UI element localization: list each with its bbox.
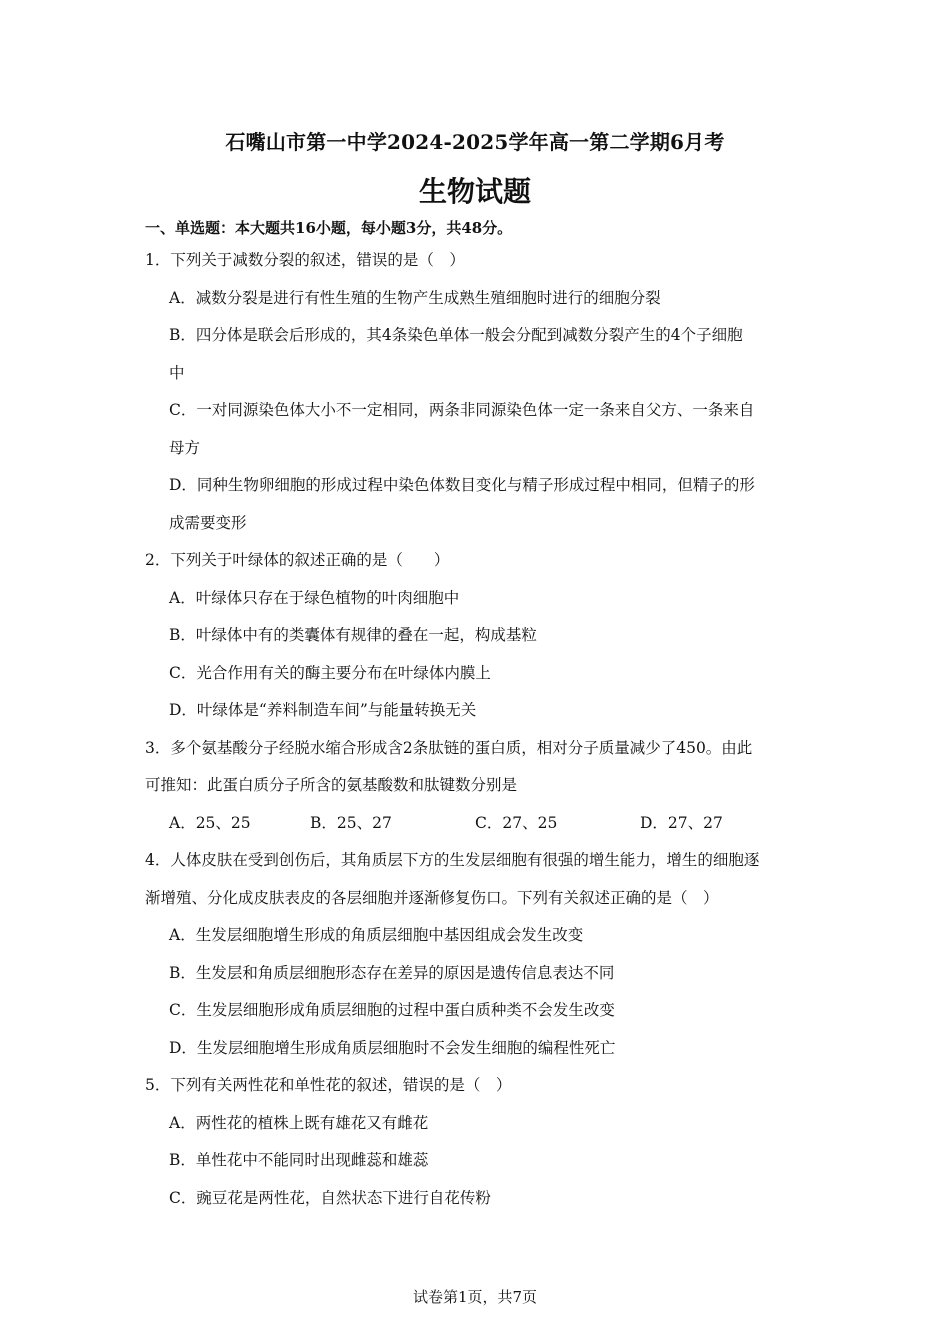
subject-title: 生物试题 xyxy=(418,175,531,208)
option-line: D．同种生物卵细胞的形成过程中染色体数目变化与精子形成过程中相同，但精子的形 xyxy=(169,476,755,494)
option-B: B．25、27 xyxy=(310,813,392,832)
option-D xyxy=(145,467,810,542)
question-stem-line: 1．下列关于减数分裂的叙述，错误的是（ ） xyxy=(145,251,465,269)
option-line: A．减数分裂是进行有性生殖的生物产生成熟生殖细胞时进行的细胞分裂 xyxy=(169,288,661,307)
option-line: B．单性花中不能同时出现雌蕊和雄蕊 xyxy=(169,1151,429,1169)
question-list xyxy=(145,242,810,1217)
option-line: C．光合作用有关的酶主要分布在叶绿体内膜上 xyxy=(169,663,491,682)
question-2 xyxy=(145,542,810,730)
option-B xyxy=(145,317,810,392)
option-A: A．25、25 xyxy=(169,813,251,832)
option-line: B．叶绿体中有的类囊体有规律的叠在一起，构成基粒 xyxy=(169,626,537,644)
question-stem-line: 渐增殖、分化成皮肤表皮的各层细胞并逐渐修复伤口。下列有关叙述正确的是（ ） xyxy=(145,888,719,907)
option-D xyxy=(145,692,810,730)
question-stem-line: 5．下列有关两性花和单性花的叙述，错误的是（ ） xyxy=(145,1076,512,1094)
option-C: C．27、25 xyxy=(475,813,558,832)
option-line: 成需要变形 xyxy=(169,513,247,532)
option-A xyxy=(145,580,810,618)
option-A xyxy=(145,280,810,318)
option-line: C．生发层细胞形成角质层细胞的过程中蛋白质种类不会发生改变 xyxy=(169,1001,615,1019)
option-line: A．生发层细胞增生形成的角质层细胞中基因组成会发生改变 xyxy=(169,926,584,944)
question-content xyxy=(145,214,810,1217)
question-stem-line: 4．人体皮肤在受到创伤后，其角质层下方的生发层细胞有很强的增生能力，增生的细胞逐 xyxy=(145,851,760,869)
option-line: B．生发层和角质层细胞形态存在差异的原因是遗传信息表达不同 xyxy=(169,963,615,982)
question-4 xyxy=(145,842,810,1067)
option-line: D．叶绿体是“养料制造车间”与能量转换无关 xyxy=(169,701,477,719)
option-line: B．四分体是联会后形成的，其4条染色单体一般会分配到减数分裂产生的4个子细胞 xyxy=(169,326,743,344)
section-heading: 一、单选题：本大题共16小题，每小题3分，共48分。 xyxy=(145,219,513,237)
option-C xyxy=(145,1180,810,1218)
option-line: C．豌豆花是两性花，自然状态下进行自花传粉 xyxy=(169,1188,491,1207)
option-line: 中 xyxy=(169,363,185,382)
option-D: D．27、27 xyxy=(640,813,723,832)
inline-options-row xyxy=(145,805,810,843)
option-A xyxy=(145,1105,810,1143)
option-C xyxy=(145,392,810,467)
exam-title: 石嘴山市第一中学2024-2025学年高一第二学期6月考 xyxy=(225,130,725,154)
option-C xyxy=(145,992,810,1030)
question-1 xyxy=(145,242,810,542)
option-A xyxy=(145,917,810,955)
option-B xyxy=(145,955,810,993)
page-footer: 试卷第1页，共7页 xyxy=(412,1288,538,1306)
question-5 xyxy=(145,1067,810,1217)
option-line: C．一对同源染色体大小不一定相同，两条非同源染色体一定一条来自父方、一条来自 xyxy=(169,401,755,419)
question-stem-line: 3．多个氨基酸分子经脱水缩合形成含2条肽链的蛋白质，相对分子质量减少了450。由此 xyxy=(145,738,753,757)
question-3 xyxy=(145,730,810,843)
option-line: A．叶绿体只存在于绿色植物的叶肉细胞中 xyxy=(169,588,460,607)
option-B xyxy=(145,617,810,655)
option-C xyxy=(145,655,810,693)
question-stem-line: 2．下列关于叶绿体的叙述正确的是（ ） xyxy=(145,551,450,569)
option-D xyxy=(145,1030,810,1068)
question-stem-line: 可推知：此蛋白质分子所含的氨基酸数和肽键数分别是 xyxy=(145,776,518,794)
option-line: D．生发层细胞增生形成角质层细胞时不会发生细胞的编程性死亡 xyxy=(169,1038,616,1057)
option-line: 母方 xyxy=(169,438,201,457)
option-B xyxy=(145,1142,810,1180)
option-line: A．两性花的植株上既有雄花又有雌花 xyxy=(169,1113,429,1132)
